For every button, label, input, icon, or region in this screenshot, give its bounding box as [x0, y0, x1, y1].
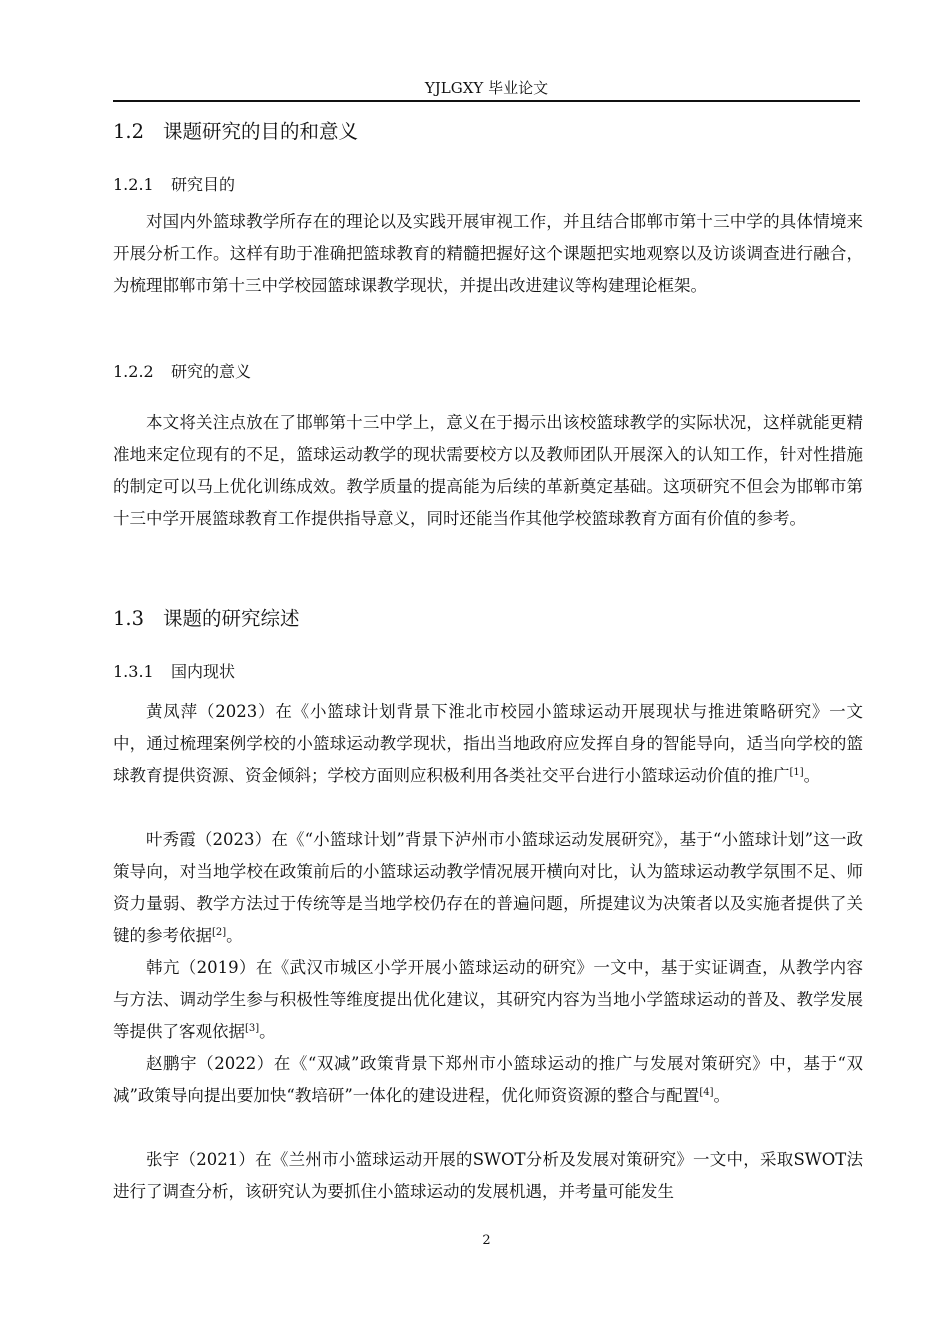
subsection-title: 研究的意义 — [171, 362, 252, 381]
running-header: YJLGXY 毕业论文 — [424, 79, 549, 97]
section-heading-1-2 — [113, 119, 358, 145]
paragraph-review-ye: 叶秀霞（2023）在《“小篮球计划”背景下泸州市小篮球运动发展研究》，基于“小篮球计划”这一政策导向，对当地学校在政策前后的小篮球运动教学情况展开横向对比，认为篮球运动教学氛围不足、师资力量弱、教学方法过于传统等是当地学校仍存在的普遍问题，所提建议为决策者以及实施者提供了关键的参考依据[2]。 — [113, 830, 863, 945]
paragraph-review-zhang: 张宇（2021）在《兰州市小篮球运动开展的SWOT分析及发展对策研究》一文中，采取SWOT法进行了调查分析，该研究认为要抓住小篮球运动的发展机遇，并考量可能发生 — [113, 1150, 863, 1201]
header-rule — [113, 100, 860, 102]
section-heading-1-3 — [113, 606, 300, 632]
paragraph-review-zhao: 赵鹏宇（2022）在《“双减”政策背景下郑州市小篮球运动的推广与发展对策研究》中，基于“双减”政策导向提出要加快“教培研”一体化的建设进程，优化师资资源的整合与配置[4]。 — [113, 1054, 863, 1105]
subsection-title: 国内现状 — [171, 662, 236, 681]
page-number: 2 — [482, 1233, 491, 1248]
section-number: 1.3 — [113, 607, 145, 630]
paragraph-review-huang: 黄凤萍（2023）在《小篮球计划背景下淮北市校园小篮球运动开展现状与推进策略研究》一文中，通过梳理案例学校的小篮球运动教学现状，指出当地政府应发挥自身的智能导向，适当向学校的篮球教育提供资源、资金倾斜；学校方面则应积极利用各类社交平台进行小篮球运动价值的推广[1]。 — [113, 702, 863, 785]
citation-ref: [1] — [789, 767, 804, 778]
subsection-title: 研究目的 — [171, 175, 236, 194]
subsection-heading-1-3-1 — [113, 661, 235, 683]
citation-ref: [3] — [245, 1023, 260, 1034]
paragraph-research-purpose: 对国内外篮球教学所存在的理论以及实践开展审视工作，并且结合邯郸市第十三中学的具体情境来开展分析工作。这样有助于准确把篮球教育的精髓把握好这个课题把实地观察以及访谈调查进行融合，为梳理邯郸市第十三中学校园篮球课教学现状，并提出改进建议等构建理论框架。 — [113, 212, 863, 295]
paragraph-review-han: 韩亢（2019）在《武汉市城区小学开展小篮球运动的研究》一文中，基于实证调查，从教学内容与方法、调动学生参与积极性等维度提出优化建议，其研究内容为当地小学篮球运动的普及、教学发展等提供了客观依据[3]。 — [113, 958, 863, 1041]
subsection-number: 1.2.2 — [113, 362, 154, 381]
citation-ref: [4] — [699, 1087, 714, 1098]
paragraph-research-significance: 本文将关注点放在了邯郸第十三中学上，意义在于揭示出该校篮球教学的实际状况，这样就能更精准地来定位现有的不足，篮球运动教学的现状需要校方以及教师团队开展深入的认知工作，针对性措施的制定可以马上优化训练成效。教学质量的提高能为后续的革新奠定基础。这项研究不但会为邯郸市第十三中学开展篮球教育工作提供指导意义，同时还能当作其他学校篮球教育方面有价值的参考。 — [113, 413, 863, 528]
subsection-heading-1-2-2 — [113, 361, 251, 383]
section-title: 课题研究的目的和意义 — [163, 120, 359, 143]
citation-ref: [2] — [212, 927, 227, 938]
subsection-number: 1.3.1 — [113, 662, 154, 681]
subsection-heading-1-2-1 — [113, 174, 235, 196]
section-title: 课题的研究综述 — [163, 607, 300, 630]
subsection-number: 1.2.1 — [113, 175, 154, 194]
section-number: 1.2 — [113, 120, 145, 143]
